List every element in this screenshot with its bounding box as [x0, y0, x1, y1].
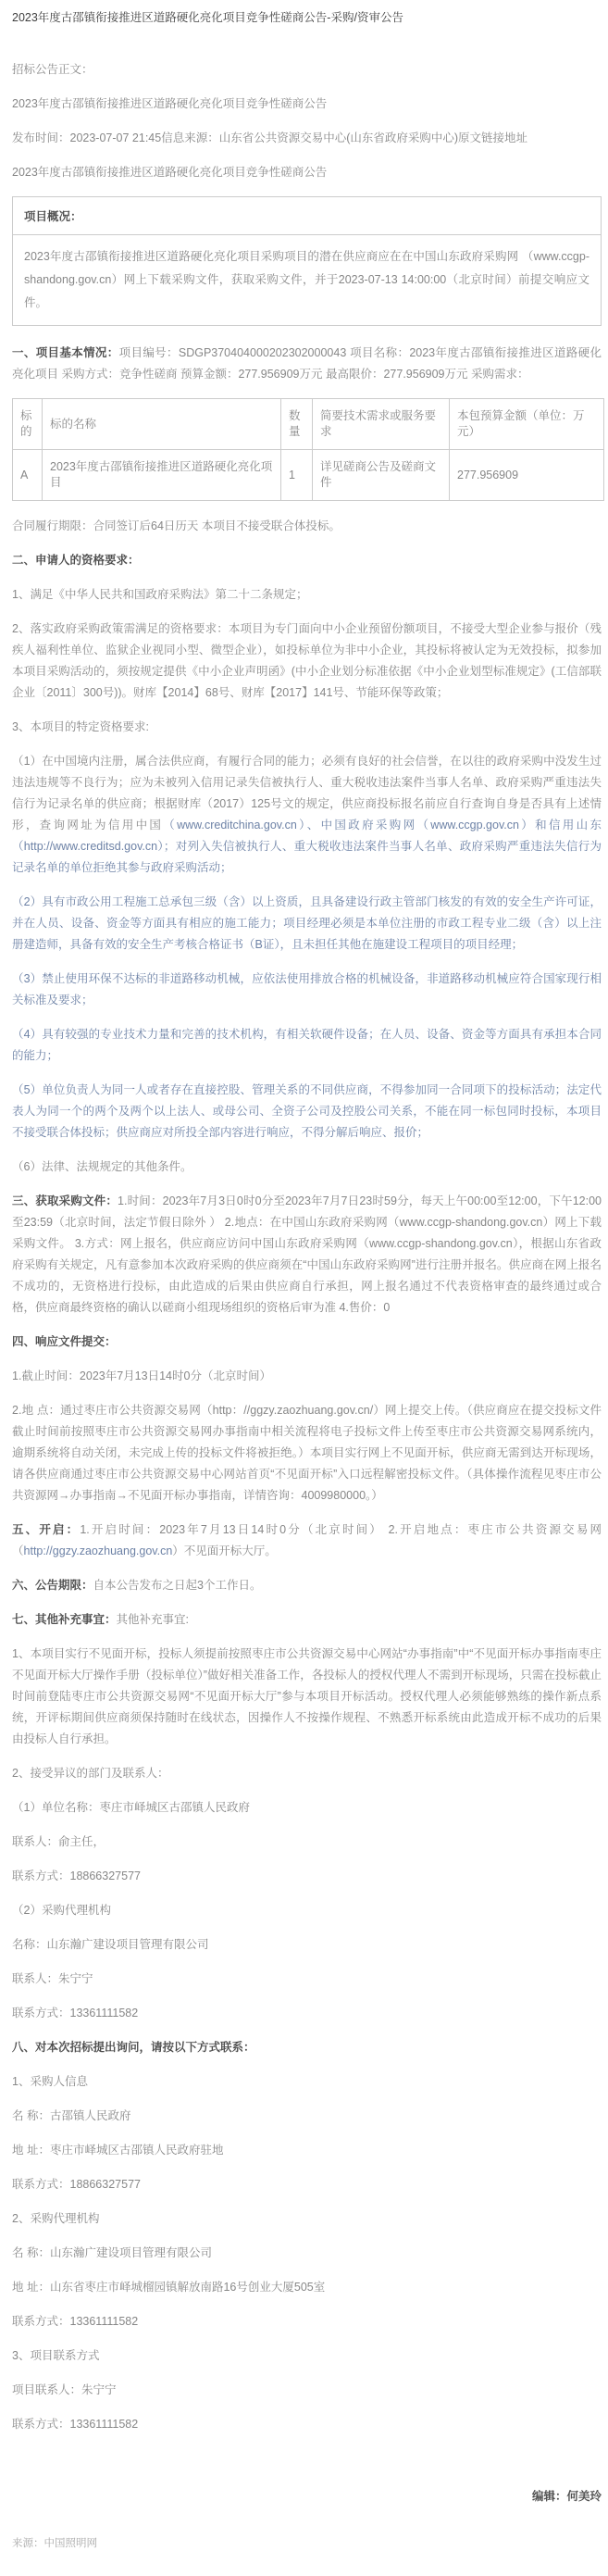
paragraph [12, 2071, 602, 2093]
paragraph [12, 1609, 602, 1631]
text-segment: 项目编号：SDGP370404000202302000043 项目名称：2023年度古邵镇衔接推进区道路硬化亮化项目 采购方式：竞争性磋商 预算金额：277.956909万元 最高限价：277.956909万元 采购需求： [12, 346, 602, 381]
paragraph [12, 1969, 602, 1990]
table-row [13, 450, 604, 501]
text-segment: 2、落实政府采购政策需满足的资格要求：本项目为专门面向中小企业预留份额项目，不接受大型企业参与报价（残疾人福利性单位、监狱企业视同小型、微型企业），如投标单位为非中小企业，其投标将被认定为无效投标，拟参加本项目采购活动的，须按规定提供《中小企业声明函》(中小企业划分标准依据《中小企业划型标准规定》(工信部联企业〔2011〕300号))。财库【2014】68号、财库【2017】141号、节能环保等政策； [12, 622, 602, 699]
paragraph [12, 717, 602, 738]
paragraph [12, 1400, 602, 1507]
paragraph [12, 1080, 602, 1144]
paragraph [12, 343, 602, 385]
paragraph [12, 94, 602, 115]
paragraph [12, 2174, 602, 2195]
paragraph [12, 1519, 602, 1562]
text-segment: 2.地 点：通过枣庄市公共资源交易网（http：//ggzy.zaozhuang.gov.cn/）网上提交上传。（供应商应在提交投标文件截止时间前按照枣庄市公共资源交易网办事指南中相关流程将电子投标文件上传至枣庄市公共资源交易网系统内，逾期系统将自动关闭，未完成上传的投标文件将被拒绝。）本项目实行网上不见面开标，供应商无需到达开标现场，请各供应商通过枣庄市公共资源交易中心网站首页“不见面开标”入口远程解密投标文件。（具体操作流程见枣庄市公共资源网→办事指南→不见面开标办事指南，详情咨询：4009980000。） [12, 1404, 602, 1502]
table-header-row [13, 399, 604, 450]
text-segment: 1.时间：2023年7月3日0时0分至2023年7月7日23时59分，每天上午00:00至12:00，下午12:00至23:59（北京时间，法定节假日除外 ） 2.地点：在中国山东政府采购网（www.ccgp-shandong.gov.cn）网上下载采购文件。 3.方式：网上报名，供应商应访问中国山东政府采购网（www.ccgp-shandong.gov.cn），根据山东省政府采购有关规定，凡有意参加本次政府采购的供应商须在“中国山东政府采购网”进行注册并报名。供应商在网上报名不成功的，无资格进行投标，由此造成的后果由供应商自行承担，网上报名通过不代表资格审查的最终通过或合格，供应商最终资格的确认以磋商小组现场组织的资格后审为准 4.售价：0 [12, 1194, 602, 1314]
text-segment: 联系方式：18866327577 [12, 1869, 141, 1882]
section-heading: 二、申请人的资格要求： [12, 554, 140, 567]
paragraph [12, 2345, 602, 2367]
paragraph [12, 2414, 602, 2435]
document-title: 2023年度古邵镇衔接推进区道路硬化亮化项目竞争性磋商公告-采购/资审公告 [12, 11, 403, 24]
paragraph [12, 1644, 602, 1750]
paragraph [12, 2208, 602, 2230]
requirements-table [12, 398, 604, 501]
section-heading: 五、开启： [12, 1523, 81, 1536]
paragraph [12, 1191, 602, 1319]
text-segment: 3、项目联系方式 [12, 2349, 100, 2362]
text-segment: （www.creditchina.gov.cn）、中国政府采购网（www.ccgp.gov.cn）和信用山东（http://www.creditsd.gov.cn）；对列入失信被执行人、重大税收违法案件当事人名单、政府采购严重违法失信行为记录名单的单位拒绝其参与政府采购活动； [12, 819, 602, 874]
text-segment: （6）法律、法规规定的其他条件。 [12, 1160, 192, 1173]
table-cell: 1 [281, 450, 313, 501]
text-segment: 发布时间：2023-07-07 21:45信息来源：山东省公共资源交易中心(山东省政府采购中心)原文链接地址 [12, 131, 528, 144]
text-segment: 联系方式：13361111582 [12, 2007, 139, 2020]
paragraph [12, 2243, 602, 2264]
paragraph [12, 516, 602, 537]
paragraph [12, 59, 602, 81]
text-segment: 地 址：山东省枣庄市峄城榴园镇解放南路16号创业大厦505室 [12, 2281, 326, 2294]
table-header-cell: 数量 [281, 399, 313, 450]
text-segment: 联系方式：13361111582 [12, 2315, 139, 2328]
paragraph [12, 969, 602, 1011]
section-heading: 三、获取采购文件： [12, 1194, 118, 1207]
table-cell: A [13, 450, 43, 501]
text-segment: 自本公告发布之日起3个工作日。 [93, 1579, 262, 1592]
text-segment: 联系方式：13361111582 [12, 2418, 139, 2431]
text-segment: ）不见面开标大厅。 [172, 1544, 277, 1557]
text-segment: （1）在中国境内注册，属合法供应商，有履行合同的能力；必须有良好的社会信誉，在以往的政府采购中没发生过违法违规等不良行为；应为未被列入信用记录失信被执行人、重大税收违法案件当事人名单、政府采购严重违法失信行为记录名单的供应商；根据财库（2017）125号文的规定，供应商投标报名前应自行查询自身是否具有上述情形，查询网址为信用中国 [12, 755, 602, 832]
text-segment: 联系方式：18866327577 [12, 2178, 141, 2191]
text-segment: 2023年度古邵镇衔接推进区道路硬化亮化项目竞争性磋商公告 [12, 97, 328, 110]
project-overview-body: 2023年度古邵镇衔接推进区道路硬化亮化项目采购项目的潜在供应商应在在中国山东政府采购网 （www.ccgp-shandong.gov.cn）网上下载采购文件，获取采购文件，并于2023-07-13 14:00:00（北京时间）前提交响应文件。 [24, 250, 589, 309]
paragraph [12, 584, 602, 606]
table-header-cell: 标的名称 [43, 399, 281, 450]
text-segment: 1.截止时间：2023年7月13日14时0分（北京时间） [12, 1369, 271, 1382]
paragraph [12, 1024, 602, 1067]
paragraph [12, 2106, 602, 2127]
paragraph [12, 1832, 602, 1853]
text-segment: 其他补充事宜: [116, 1613, 189, 1626]
text-segment: http://ggzy.zaozhuang.gov.cn [23, 1544, 173, 1557]
paragraph [12, 892, 602, 956]
text-segment: 名称：山东瀚广建设项目管理有限公司 [12, 1938, 209, 1951]
editor-credit: 编辑：何美玲 [531, 2490, 602, 2503]
text-segment: 1.开启时间：2023年7月13日14时0分（北京时间） 2.开启地点：枣庄市公共资源交易网（ [12, 1523, 602, 1557]
text-segment: 项目联系人：朱宁宁 [12, 2383, 117, 2396]
paragraph [12, 2277, 602, 2298]
paragraph [12, 162, 602, 183]
section-heading: 一、项目基本情况： [12, 346, 119, 359]
text-segment: 1、满足《中华人民共和国政府采购法》第二十二条规定； [12, 588, 308, 601]
paragraph [12, 1366, 602, 1387]
section-heading: 六、公告期限： [12, 1579, 93, 1592]
paragraph [12, 2003, 602, 2024]
paragraph [12, 1575, 602, 1596]
paragraph [12, 550, 602, 571]
paragraph [12, 2311, 602, 2332]
paragraph [12, 751, 602, 879]
paragraph [12, 1332, 602, 1353]
paragraph [12, 1157, 602, 1178]
paragraph [12, 2380, 602, 2401]
paragraph [12, 619, 602, 704]
paragraph [12, 2037, 602, 2058]
text-segment: 2、采购代理机构 [12, 2212, 100, 2225]
text-segment: 地 址：枣庄市峄城区古邵镇人民政府驻地 [12, 2144, 224, 2157]
text-segment: 联系人：朱宁宁 [12, 1972, 93, 1985]
paragraph [12, 128, 602, 149]
text-segment: （2）采购代理机构 [12, 1904, 111, 1917]
table-cell: 277.956909 [450, 450, 604, 501]
paragraph [12, 1900, 602, 1921]
text-segment: （3）禁止使用环保不达标的非道路移动机械，应依法使用排放合格的机械设备，非道路移动机械应符合国家现行相关标准及要求； [12, 972, 602, 1007]
paragraph [12, 1934, 602, 1956]
table-header-cell: 标的 [13, 399, 43, 450]
text-segment: 2、接受异议的部门及联系人： [12, 1767, 169, 1780]
text-segment: （2）具有市政公用工程施工总承包三级（含）以上资质，且具备建设行政主管部门核发的有效的安全生产许可证，并在人员、设备、资金等方面具有相应的施工能力；项目经理必须是本单位注册的市政工程专业二级（含）以上注册建造师，具备有效的安全生产考核合格证书（B证），且未担任其他在施建设工程项目的项目经理； [12, 895, 602, 951]
table-cell: 详见磋商公告及磋商文件 [313, 450, 450, 501]
text-segment: 1、本项目实行不见面开标，投标人须提前按照枣庄市公共资源交易中心网站“办事指南”中“不见面开标办事指南枣庄不见面开标大厅操作手册（投标单位）”做好相关准备工作，各投标人的授权代理人不需到开标现场，只需在投标截止时间前登陆枣庄市公共资源交易网“不见面开标大厅”参与本项目开标活动。授权代理人必须能够熟练的操作新点系统，开评标期间供应商须保持随时在线状态，因操作人不按操作规程、不熟悉开标系统由此造成开标不成功的后果由投标人自行承担。 [12, 1647, 602, 1745]
text-segment: 3、本项目的特定资格要求: [12, 720, 149, 733]
section-heading: 八、对本次招标提出询问，请按以下方式联系： [12, 2041, 255, 2054]
text-segment: （5）单位负责人为同一人或者存在直接控股、管理关系的不同供应商，不得参加同一合同项下的投标活动；法定代表人为同一个的两个及两个以上法人、或母公司、全资子公司及控股公司关系，不能在同一标包同时投标，本项目不接受联合体投标；供应商应对所投全部内容进行响应，不得分解后响应、报价； [12, 1083, 602, 1139]
source-credit: 来源：中国照明网 [12, 2538, 97, 2549]
text-segment: （4）具有较强的专业技术力量和完善的技术机构，有相关软硬件设备；在人员、设备、资金等方面具有承担本合同的能力； [12, 1028, 602, 1062]
project-overview-title: 项目概况： [13, 197, 601, 235]
text-segment: 联系人：俞主任， [12, 1835, 105, 1848]
paragraph [12, 2140, 602, 2161]
project-overview-box [12, 196, 602, 326]
text-segment: 合同履行期限：合同签订后64日历天 本项目不接受联合体投标。 [12, 519, 341, 532]
text-segment: 1、采购人信息 [12, 2075, 88, 2088]
section-heading: 七、其他补充事宜： [12, 1613, 117, 1626]
paragraph [12, 1797, 602, 1819]
table-header-cell: 简要技术需求或服务要求 [313, 399, 450, 450]
text-segment: 招标公告正文： [12, 63, 93, 76]
text-segment: （1）单位名称：枣庄市峄城区古邵镇人民政府 [12, 1801, 250, 1814]
text-segment: 名 称：古邵镇人民政府 [12, 2109, 131, 2122]
table-cell: 2023年度古邵镇衔接推进区道路硬化亮化项目 [43, 450, 281, 501]
section-heading: 四、响应文件提交： [12, 1335, 117, 1348]
text-segment: 2023年度古邵镇衔接推进区道路硬化亮化项目竞争性磋商公告 [12, 166, 328, 179]
paragraph [12, 1866, 602, 1887]
text-segment: 名 称：山东瀚广建设项目管理有限公司 [12, 2246, 212, 2259]
paragraph [12, 1763, 602, 1784]
table-header-cell: 本包预算金额（单位：万元） [450, 399, 604, 450]
